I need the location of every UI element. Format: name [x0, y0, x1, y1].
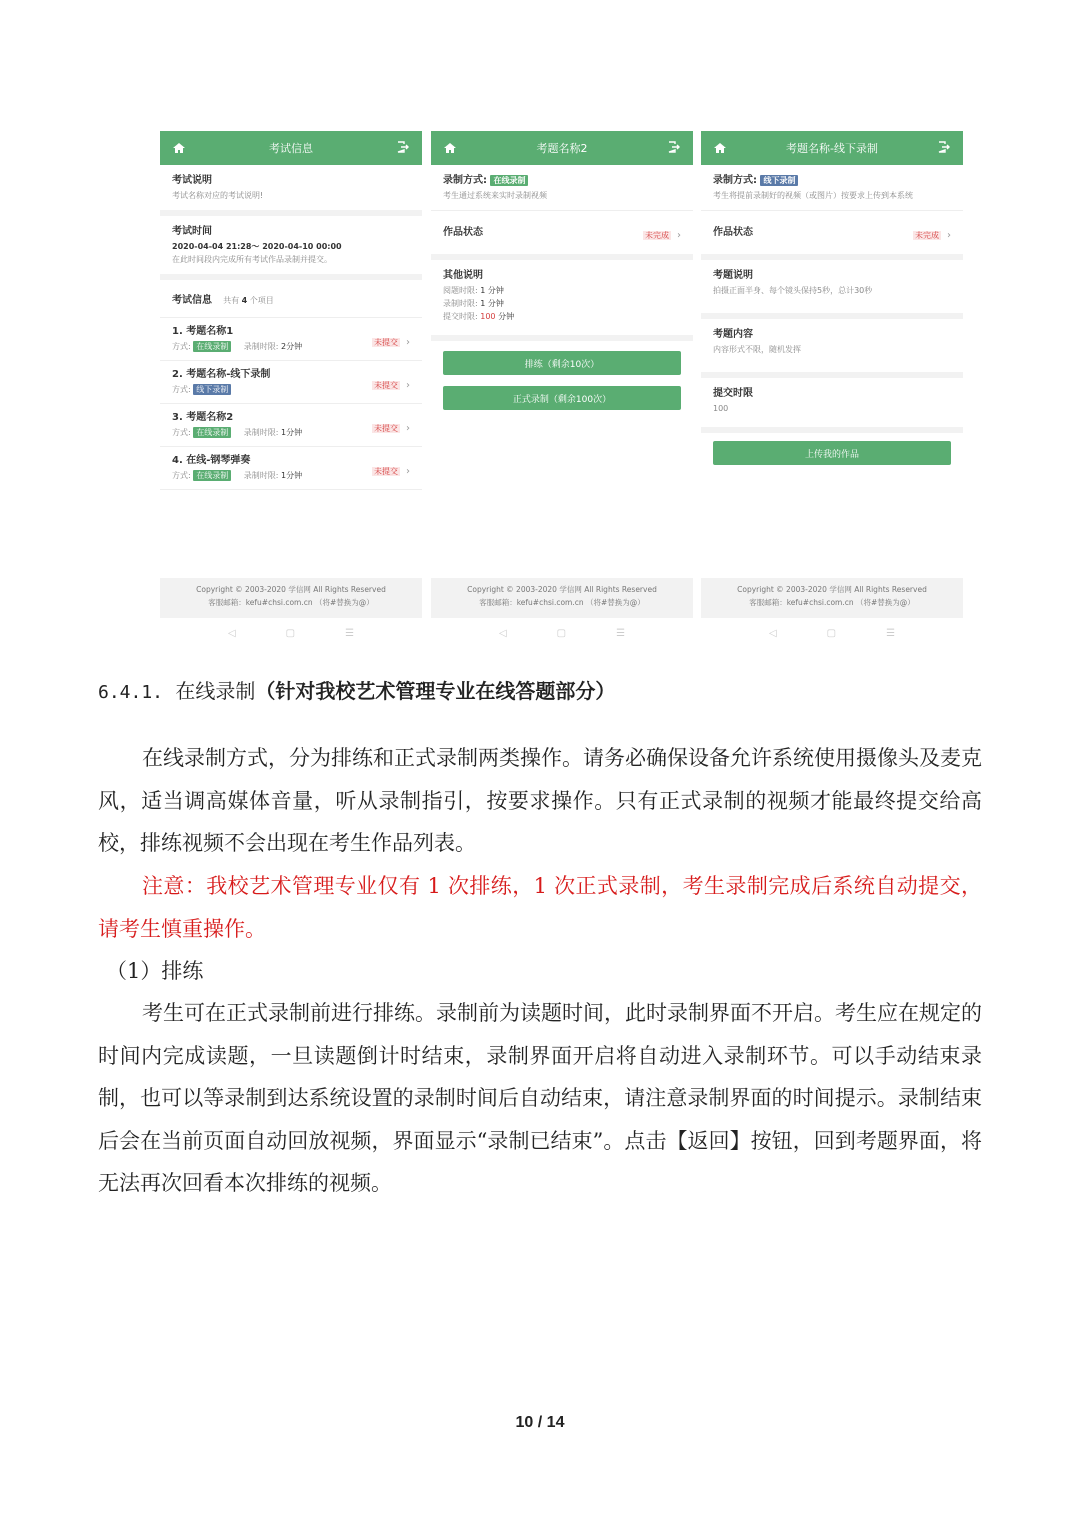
count-value: 4: [241, 296, 248, 305]
support-email: 客服邮箱：kefu#chsi.com.cn （将#替换为@）: [479, 598, 645, 607]
back-nav-icon[interactable]: ◁: [768, 627, 777, 639]
item-name: 1. 考题名称1: [172, 326, 234, 337]
item-name: 4. 在线-钢琴弹奏: [172, 455, 251, 466]
mode-label: 方式:: [172, 471, 191, 480]
label: 阅题时限:: [443, 286, 478, 295]
back-nav-icon[interactable]: ◁: [227, 627, 236, 639]
home-icon[interactable]: [172, 141, 186, 155]
count-prefix: 共有: [223, 296, 240, 305]
chevron-right-icon: ›: [677, 230, 681, 241]
section-heading: [98, 675, 982, 704]
work-status-row[interactable]: [431, 211, 693, 260]
unit: 分钟: [498, 312, 515, 321]
chevron-right-icon: ›: [406, 379, 410, 391]
label: 提交时限:: [443, 312, 478, 321]
value: 1 分钟: [480, 299, 504, 308]
exam-time: [160, 216, 422, 280]
mode-tag: 线下录制: [193, 384, 231, 395]
home-nav-icon[interactable]: ▢: [826, 627, 837, 639]
record-mode: [431, 165, 693, 211]
back-nav-icon[interactable]: ◁: [498, 627, 507, 639]
duration-label: 录制时限:: [243, 342, 279, 351]
section-title: 考试说明: [172, 175, 212, 186]
item-name: 2. 考题名称-线下录制: [172, 369, 271, 380]
mode-label: 方式:: [172, 342, 191, 351]
menu-nav-icon[interactable]: ☰: [886, 627, 896, 639]
section-title: 考试信息: [172, 295, 212, 306]
duration-label: 录制时限:: [243, 471, 279, 480]
header-bar: [701, 131, 963, 165]
mode-label: 录制方式:: [713, 175, 757, 186]
item-name: 3. 考题名称2: [172, 412, 234, 423]
question-time: [443, 284, 681, 297]
copyright: Copyright © 2003-2020 学信网 All Rights Reserved: [196, 585, 386, 594]
home-icon[interactable]: [443, 141, 457, 155]
item-meta: [172, 426, 302, 440]
other-notes: [431, 260, 693, 341]
status-badge: 未完成: [645, 231, 669, 240]
home-nav-icon[interactable]: ▢: [556, 627, 567, 639]
question-description: [701, 260, 963, 319]
practice-button[interactable]: 排练（剩余10次）: [443, 351, 681, 375]
time-note: 在此时间段内完成所有考试作品录制并提交。: [172, 255, 332, 264]
sub-heading: （1）排练: [106, 959, 204, 983]
mode-label: 方式:: [172, 385, 191, 394]
chevron-right-icon: ›: [406, 465, 410, 477]
section-title: 考题内容: [713, 329, 753, 340]
duration-value: 1分钟: [281, 471, 303, 480]
work-status-row[interactable]: [701, 211, 963, 260]
section-text: 拍摄正面半身、每个镜头保持5秒，总计30秒: [713, 286, 873, 295]
support-email: 客服邮箱：kefu#chsi.com.cn （将#替换为@）: [208, 598, 374, 607]
paragraph-intro: 在线录制方式，分为排练和正式录制两类操作。请务必确保设备允许系统使用摄像头及麦克风，适当调高媒体音量，听从录制指引，按要求操作。只有正式录制的视频才能最终提交给高校，排练视频不会出现在考生作品列表。: [98, 746, 982, 855]
section-title: 其他说明: [443, 270, 483, 281]
phone-screen-exam-info: [160, 131, 422, 651]
mode-note: 考生通过系统来实时录制视频: [443, 191, 547, 200]
mode-tag: 线下录制: [760, 175, 798, 186]
list-item[interactable]: [160, 318, 422, 361]
mode-tag: 在线录制: [193, 427, 231, 438]
section-text: 内容形式不限，随机发挥: [713, 345, 801, 354]
mode-row: [713, 173, 951, 189]
item-meta: [172, 340, 302, 354]
value: 100: [480, 312, 496, 321]
heading-number: 6.4.1.: [98, 682, 164, 703]
exam-description: [160, 165, 422, 216]
exam-list-header: [160, 280, 422, 318]
section-title: 考试时间: [172, 226, 212, 237]
record-mode: [701, 165, 963, 211]
item-count: [223, 296, 274, 305]
question-content: [701, 319, 963, 378]
page-number: 10 / 14: [515, 1414, 565, 1431]
submit-time: [443, 310, 681, 323]
section-title: 提交时限: [713, 388, 753, 399]
section-text: 考试名称对应的考试说明!: [172, 191, 264, 200]
system-nav-bar: [701, 621, 963, 645]
chevron-right-icon: ›: [947, 230, 951, 241]
phone-screen-online-question: [431, 131, 693, 651]
item-meta: [172, 383, 270, 397]
home-icon[interactable]: [713, 141, 727, 155]
upload-work-button[interactable]: 上传我的作品: [713, 441, 951, 465]
record-time: [443, 297, 681, 310]
page-title: 考题名称2: [536, 142, 588, 155]
mode-tag: 在线录制: [490, 175, 528, 186]
status-badge: 未提交: [374, 337, 398, 347]
note-paragraph: 注意：我校艺术管理专业仅有 1 次排练，1 次正式录制，考生录制完成后系统自动提交，请考生慎重操作。: [98, 874, 982, 941]
paragraph-practice: 考生可在正式录制前进行排练。录制前为读题时间，此时录制界面不开启。考生应在规定的时间内完成读题，一旦读题倒计时结束，录制界面开启将自动进入录制环节。可以手动结束录制，也可以等录制到达系统设置的录制时间后自动结束，请注意录制界面的时间提示。录制结束后会在当前页面自动回放视频，界面显示“录制已结束”。点击【返回】按钮，回到考题界面，将无法再次回看本次排练的视频。: [98, 1001, 982, 1195]
footer: [160, 578, 422, 618]
page-title: 考题名称-线下录制: [786, 142, 878, 155]
system-nav-bar: [160, 621, 422, 645]
footer: [431, 578, 693, 618]
status-label: 作品状态: [443, 226, 483, 238]
status-label: 作品状态: [713, 226, 753, 238]
status-badge: 未提交: [374, 380, 398, 390]
header-bar: [431, 131, 693, 165]
heading-paren: （针对我校艺术管理专业在线答题部分）: [255, 679, 616, 703]
list-item[interactable]: [160, 361, 422, 404]
heading-text: 在线录制: [175, 679, 256, 703]
value: 1 分钟: [480, 286, 504, 295]
logout-icon[interactable]: [396, 140, 410, 154]
mode-tag: 在线录制: [193, 341, 231, 352]
duration-value: 1分钟: [281, 428, 303, 437]
logout-icon[interactable]: [937, 140, 951, 154]
duration-value: 2分钟: [281, 342, 303, 351]
support-email: 客服邮箱：kefu#chsi.com.cn （将#替换为@）: [749, 598, 915, 607]
formal-record-button[interactable]: 正式录制（剩余100次）: [443, 386, 681, 410]
item-meta: [172, 469, 302, 483]
menu-nav-icon[interactable]: ☰: [345, 627, 355, 639]
copyright: Copyright © 2003-2020 学信网 All Rights Reserved: [737, 585, 927, 594]
chevron-right-icon: ›: [406, 422, 410, 434]
section-title: 考题说明: [713, 270, 753, 281]
count-suffix: 个项目: [249, 296, 274, 305]
section-text: 100: [713, 404, 729, 413]
time-range: 2020-04-04 21:28～ 2020-04-10 00:00: [172, 242, 342, 251]
mode-label: 方式:: [172, 428, 191, 437]
phone-screen-offline-question: [701, 131, 963, 651]
copyright: Copyright © 2003-2020 学信网 All Rights Reserved: [467, 585, 657, 594]
mode-row: [443, 173, 681, 189]
status-badge: 未提交: [374, 423, 398, 433]
footer: [701, 578, 963, 618]
logout-icon[interactable]: [667, 140, 681, 154]
header-bar: [160, 131, 422, 165]
status-badge: 未提交: [374, 466, 398, 476]
submit-limit: [701, 378, 963, 433]
list-item[interactable]: [160, 447, 422, 490]
status-badge: 未完成: [915, 231, 939, 240]
mode-tag: 在线录制: [193, 470, 231, 481]
mode-label: 录制方式:: [443, 175, 487, 186]
chevron-right-icon: ›: [406, 336, 410, 348]
page-title: 考试信息: [269, 142, 313, 155]
home-nav-icon[interactable]: ▢: [285, 627, 296, 639]
menu-nav-icon[interactable]: ☰: [616, 627, 626, 639]
mode-note: 考生将提前录制好的视频（或图片）按要求上传到本系统: [713, 191, 913, 200]
list-item[interactable]: [160, 404, 422, 447]
duration-label: 录制时限:: [243, 428, 279, 437]
label: 录制时限:: [443, 299, 478, 308]
system-nav-bar: [431, 621, 693, 645]
